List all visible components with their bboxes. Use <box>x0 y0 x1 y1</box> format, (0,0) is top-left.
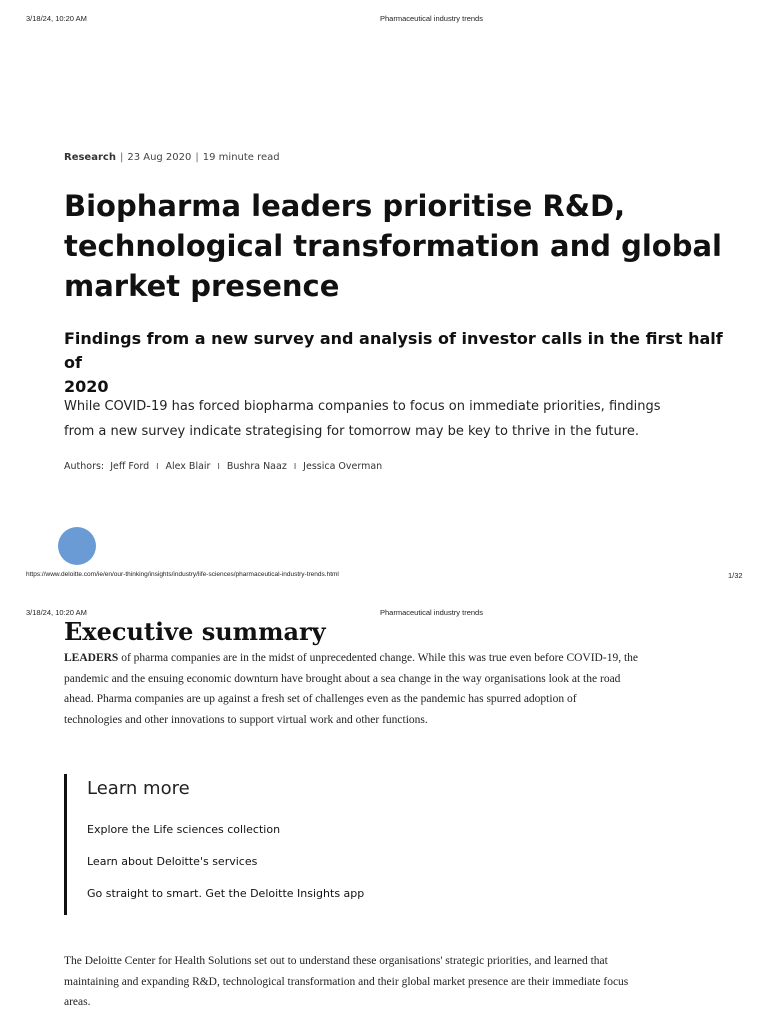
print-header-title: Pharmaceutical industry trends <box>380 14 483 23</box>
intro-line: While COVID-19 has forced biopharma companies to focus on immediate priorities, findings <box>64 399 661 414</box>
subtitle-line: 2020 <box>64 377 109 396</box>
paragraph-line: The Deloitte Center for Health Solutions set out to understand these organisations' strategic priorities, and learned that <box>64 955 608 967</box>
executive-summary-paragraph <box>64 648 714 730</box>
print-footer-url: https://www.deloitte.com/ie/en/our-thinking/insights/industry/life-sciences/pharmaceutical-industry-trends.html <box>26 571 339 578</box>
article-intro <box>64 394 724 444</box>
article-meta <box>64 152 280 163</box>
subtitle-line: Findings from a new survey and analysis of investor calls in the first half of <box>64 329 723 372</box>
read-time: 19 minute read <box>202 152 280 163</box>
section-heading: Executive summary <box>64 617 326 646</box>
author-link[interactable]: Jeff Ford <box>110 461 150 472</box>
intro-line: from a new survey indicate strategising for tomorrow may be key to thrive in the future. <box>64 424 639 439</box>
print-header-datetime: 3/18/24, 10:20 AM <box>26 608 87 617</box>
publish-date: 23 Aug 2020 <box>127 152 192 163</box>
meta-separator: | <box>195 152 199 163</box>
title-line: Biopharma leaders prioritise R&D, <box>64 189 626 223</box>
title-line: market presence <box>64 269 340 303</box>
learn-more-link-services[interactable]: Learn about Deloitte's services <box>87 855 258 868</box>
print-header-datetime: 3/18/24, 10:20 AM <box>26 14 87 23</box>
author-separator: I <box>156 462 159 471</box>
article-subtitle <box>64 327 724 399</box>
paragraph-line: areas. <box>64 996 91 1008</box>
article-title <box>64 186 724 306</box>
author-link[interactable]: Alex Blair <box>165 461 211 472</box>
paragraph-line: maintaining and expanding R&D, technological transformation and their global market presence are their immediate focus <box>64 975 629 988</box>
dchs-paragraph <box>64 951 714 1013</box>
print-header-title: Pharmaceutical industry trends <box>380 608 483 617</box>
authors-label: Authors: <box>64 461 105 472</box>
author-link[interactable]: Bushra Naaz <box>226 461 287 472</box>
learn-more-box <box>64 774 467 915</box>
learn-more-link-app[interactable]: Go straight to smart. Get the Deloitte Insights app <box>87 887 365 900</box>
meta-separator: | <box>119 152 124 163</box>
author-separator: I <box>293 462 297 471</box>
learn-more-heading: Learn more <box>87 778 190 799</box>
authors-list <box>64 461 382 472</box>
floating-circle-button[interactable] <box>58 527 96 565</box>
paragraph-line: pandemic and the ensuing economic downturn have brought about a sea change in the way organisations look at the road <box>64 672 621 685</box>
lead-word: LEADERS <box>64 652 119 664</box>
author-link[interactable]: Jessica Overman <box>303 461 383 472</box>
learn-more-link-life-sciences[interactable]: Explore the Life sciences collection <box>87 823 281 836</box>
paragraph-line: of pharma companies are in the midst of unprecedented change. While this was true even before COVID-19, the <box>118 652 638 664</box>
paragraph-line: technologies and other innovations to support virtual work and other functions. <box>64 713 428 726</box>
paragraph-line: ahead. Pharma companies are up against a fresh set of challenges even as the pandemic has spurred adoption of <box>64 693 577 705</box>
category-link[interactable]: Research <box>64 152 116 163</box>
print-footer-page: 1/32 <box>728 571 743 580</box>
title-line: technological transformation and global <box>64 229 722 263</box>
author-separator: I <box>217 462 220 471</box>
